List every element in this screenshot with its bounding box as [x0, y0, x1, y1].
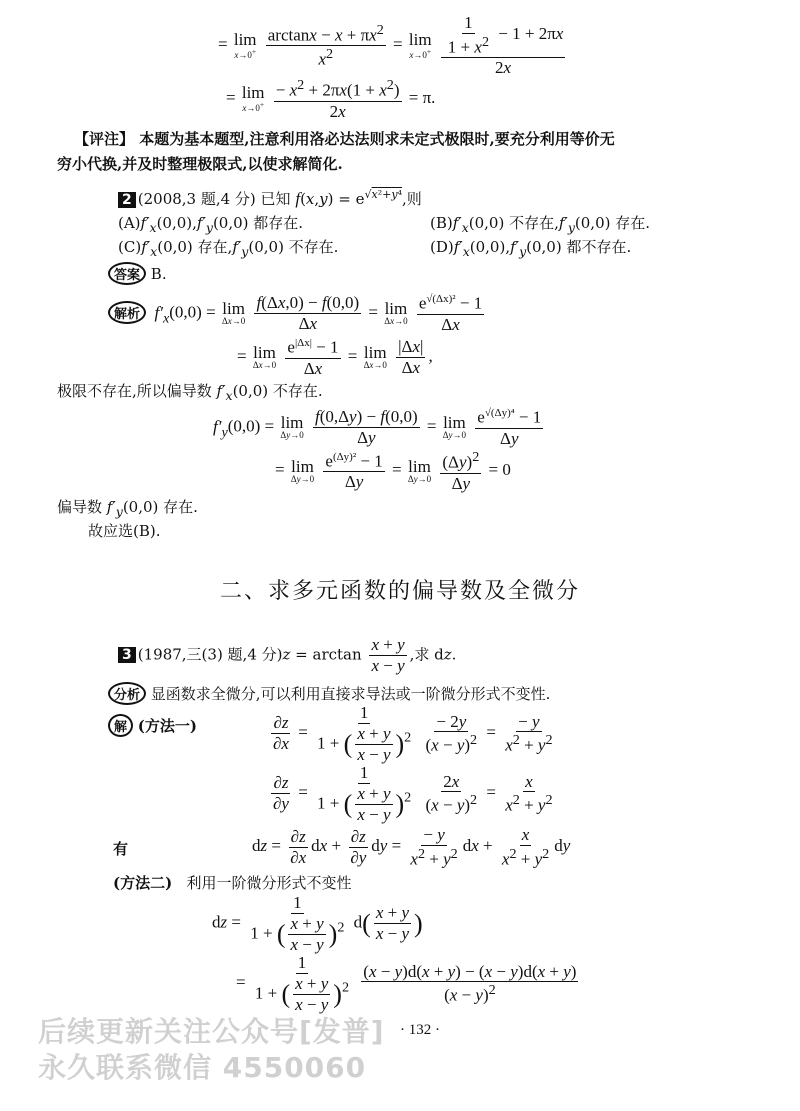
comment-label: 【评注】 — [74, 130, 135, 148]
method2-label: (方法二) — [113, 874, 173, 892]
choose-line: 故应选(B). — [88, 522, 161, 540]
q2-stem: 2 (2008,3 题,4 分) 已知 $f(x,y) = e^{√x^2+y^4}$,则 — [118, 188, 422, 209]
jie-label: 解 — [108, 714, 133, 737]
section-heading: 二、求多元函数的偏导数及全微分 — [219, 579, 580, 604]
dz-dy-equation: $\frac{\partial z}{\partial y}$ = 1 1 + ( $\frac{x + y}{x - y}$ )$^2$ $\frac{2x}{(x - y)^2}$ = $\frac{x}{x^2 + y^2}$ — [273, 763, 553, 824]
fy-equation-2: = lim Δy→0 $\frac{e^{(\Delta y)^2} - 1}{\Delta y}$ = lim Δy→0 $\frac{(\Delta y)^2}{\Delta y}$ = 0 — [275, 449, 511, 493]
fx-conclusion: 极限不存在,所以偏导数 $f'_x(0,0)$ 不存在. — [57, 382, 323, 403]
analysis-label: 解析 — [108, 301, 146, 324]
method2-equation-1: dz = 1 1 + ( $\frac{x + y}{x - y}$ )$^2$ d( $\frac{x + y}{x - y}$ ) — [212, 893, 423, 954]
method2-equation-2: = 1 1 + ( $\frac{x + y}{x - y}$ )$^2$ $\frac{(x - y)d(x + y) - (x - y)d(x + y)}{(x - y)^2}$ — [236, 953, 577, 1014]
comment-text-2: 穷小代换,并及时整理极限式,以使求解简化. — [57, 155, 343, 173]
method2-line — [113, 872, 352, 893]
q2-option-a: $(A)f'_x(0,0),f'_y(0,0)$ 都存在. — [118, 214, 304, 235]
fy-equation-1: $f'_y(0,0)$ = lim Δy→0 $\frac{f(0,\Delta y) - f(0,0)}{\Delta y}$ = lim Δy→0 $\frac{e^{√(\Delta y)^4} - 1}{\Delta y}$ — [213, 407, 542, 448]
method1-line — [108, 714, 197, 737]
fx-equation-2: = lim Δx→0 $\frac{e^{|\Delta x|} - 1}{\Delta x}$ = lim Δx→0 $\frac{|\Delta x|}{\Delta x}$ , — [237, 337, 433, 378]
q2-option-d: $(D)f'_x(0,0),f'_y(0,0)$ 都不存在. — [430, 238, 632, 259]
fenxi-line — [108, 682, 550, 705]
method2-text: 利用一阶微分形式不变性 — [186, 874, 352, 892]
fy-conclusion: 偏导数 $f'_y(0,0)$ 存在. — [57, 498, 198, 519]
fx-equation-1: 解析 $f'_x(0,0)$ = lim Δx→0 $\frac{f(\Delta x,0) - f(0,0)}{\Delta x}$ = lim Δx→0 $\frac{e^{√(\Delta x)^2} - 1}{\Delta x}$ — [108, 294, 487, 333]
fenxi-label: 分析 — [108, 682, 146, 705]
fenxi-text: 显函数求全微分,可以利用直接求导法或一阶微分形式不变性. — [150, 685, 551, 703]
you-label: 有 — [113, 840, 129, 858]
q3-stem: 3 (1987,三(3) 题,4 分)z = arctan $\frac{x + y}{x - y}$ ,求 dz. — [118, 636, 456, 675]
top-equation-2: = lim x→0+ $\frac{- x^2 + 2\pi x(1 + x^2)}{2x}$ = π. — [226, 77, 436, 121]
top-equation-1: = lim x→0+ $\frac{\arctan x - x + \pi x^2}{x^2}$ = lim x→0+ $\frac{1}{1 + x^2}$ − 1 + 2πx 2x — [218, 13, 564, 78]
watermark-line-2: 永久联系微信 4550060 — [38, 1051, 367, 1084]
watermark-line-1: 后续更新关注公众号[发普] — [38, 1015, 385, 1048]
q2-option-b: $(B)f'_x(0,0)$ 不存在$,f'_y(0,0)$ 存在. — [430, 214, 651, 235]
comment-line-1 — [74, 128, 615, 149]
comment-text-1: 本题为基本题型,注意利用洛必达法则求未定式极限时,要充分利用等价无 — [139, 130, 615, 148]
answer-label: 答案 — [108, 262, 146, 285]
dz-total-equation: dz = $\frac{\partial z}{\partial x}$ dx + $\frac{\partial z}{\partial y}$ dy = $\frac{- y}{x^2 + y^2}$ dx + $\frac{x}{x^2 + y^2}$ dy — [252, 825, 571, 869]
answer-line — [108, 262, 167, 285]
q2-option-c: $(C)f'_x(0,0)$ 存在$,f'_y(0,0)$ 不存在. — [118, 238, 339, 259]
method1-label: (方法一) — [137, 717, 197, 735]
answer-value: B. — [150, 265, 167, 283]
dz-dx-equation: $\frac{\partial z}{\partial x}$ = 1 1 + ( $\frac{x + y}{x - y}$ )$^2$ $\frac{- 2y}{(x - y)^2}$ = $\frac{- y}{x^2 + y^2}$ — [273, 703, 553, 764]
q2-badge: 2 — [118, 192, 136, 208]
page-number: · 132 · — [400, 1022, 440, 1038]
q3-badge: 3 — [118, 647, 136, 663]
